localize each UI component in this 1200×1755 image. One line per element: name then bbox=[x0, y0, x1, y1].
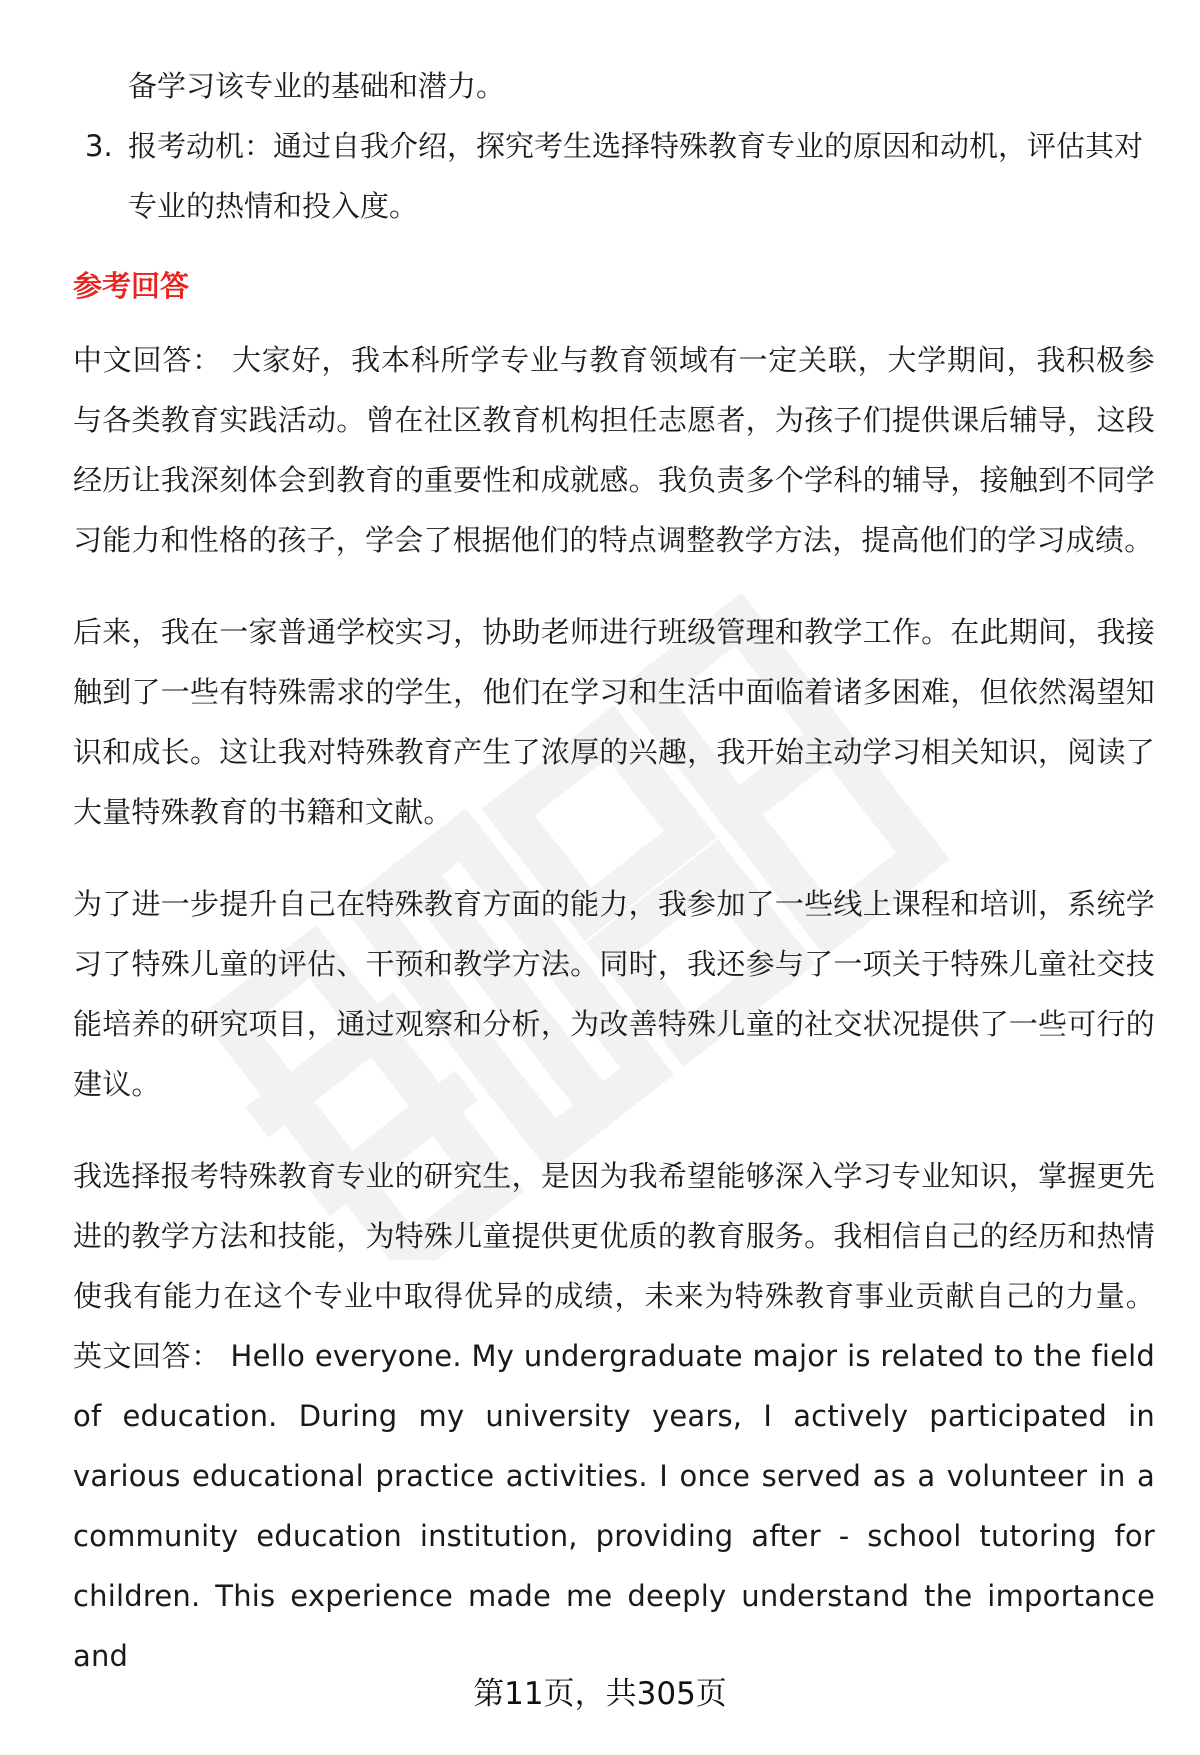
list-item-number: 3. bbox=[85, 129, 113, 163]
paragraph: 为了进一步提升自己在特殊教育方面的能力，我参加了一些线上课程和培训，系统学习了特殊儿童的评估、干预和教学方法。同时，我还参与了一项关于特殊儿童社交技能培养的研究项目，通过观察和分析，为改善特殊儿童的社交状况提供了一些可行的建议。 bbox=[73, 887, 1155, 1101]
paragraph: 后来，我在一家普通学校实习，协助老师进行班级管理和教学工作。在此期间，我接触到了一些有特殊需求的学生，他们在学习和生活中面临着诸多困难，但依然渴望知识和成长。这让我对特殊教育产生了浓厚的兴趣，我开始主动学习相关知识，阅读了大量特殊教育的书籍和文献。 bbox=[73, 615, 1155, 829]
paragraph: 中文回答： 大家好，我本科所学专业与教育领域有一定关联，大学期间，我积极参与各类教育实践活动。曾在社区教育机构担任志愿者，为孩子们提供课后辅导，这段经历让我深刻体会到教育的重要性和成就感。我负责多个学科的辅导，接触到不同学习能力和性格的孩子，学会了根据他们的特点调整教学方法，提高他们的学习成绩。 bbox=[73, 343, 1155, 557]
paragraph: 我选择报考特殊教育专业的研究生，是因为我希望能够深入学习专业知识，掌握更先进的教学方法和技能，为特殊儿童提供更优质的教育服务。我相信自己的经历和热情使我有能力在这个专业中取得优异的成绩，未来为特殊教育事业贡献自己的力量。 英文回答： Hello everyone. My undergraduate major is related to the field of education. During my university years, I actively participated in various educational practice activities. I once served as a volunteer in a community education institution, providing after - school tutoring for children. This experience made me deeply understand the importance and bbox=[73, 1159, 1155, 1673]
list-item-text: 报考动机：通过自我介绍，探究考生选择特殊教育专业的原因和动机，评估其对专业的热情和投入度。 bbox=[128, 129, 1144, 223]
list-item-continuation: 备学习该专业的基础和潜力。 bbox=[128, 69, 506, 103]
page-number: 第11页，共305页 bbox=[473, 1676, 727, 1712]
main-content bbox=[73, 56, 1155, 1686]
list-item-3 bbox=[73, 116, 1155, 236]
section-heading: 参考回答 bbox=[73, 269, 190, 303]
